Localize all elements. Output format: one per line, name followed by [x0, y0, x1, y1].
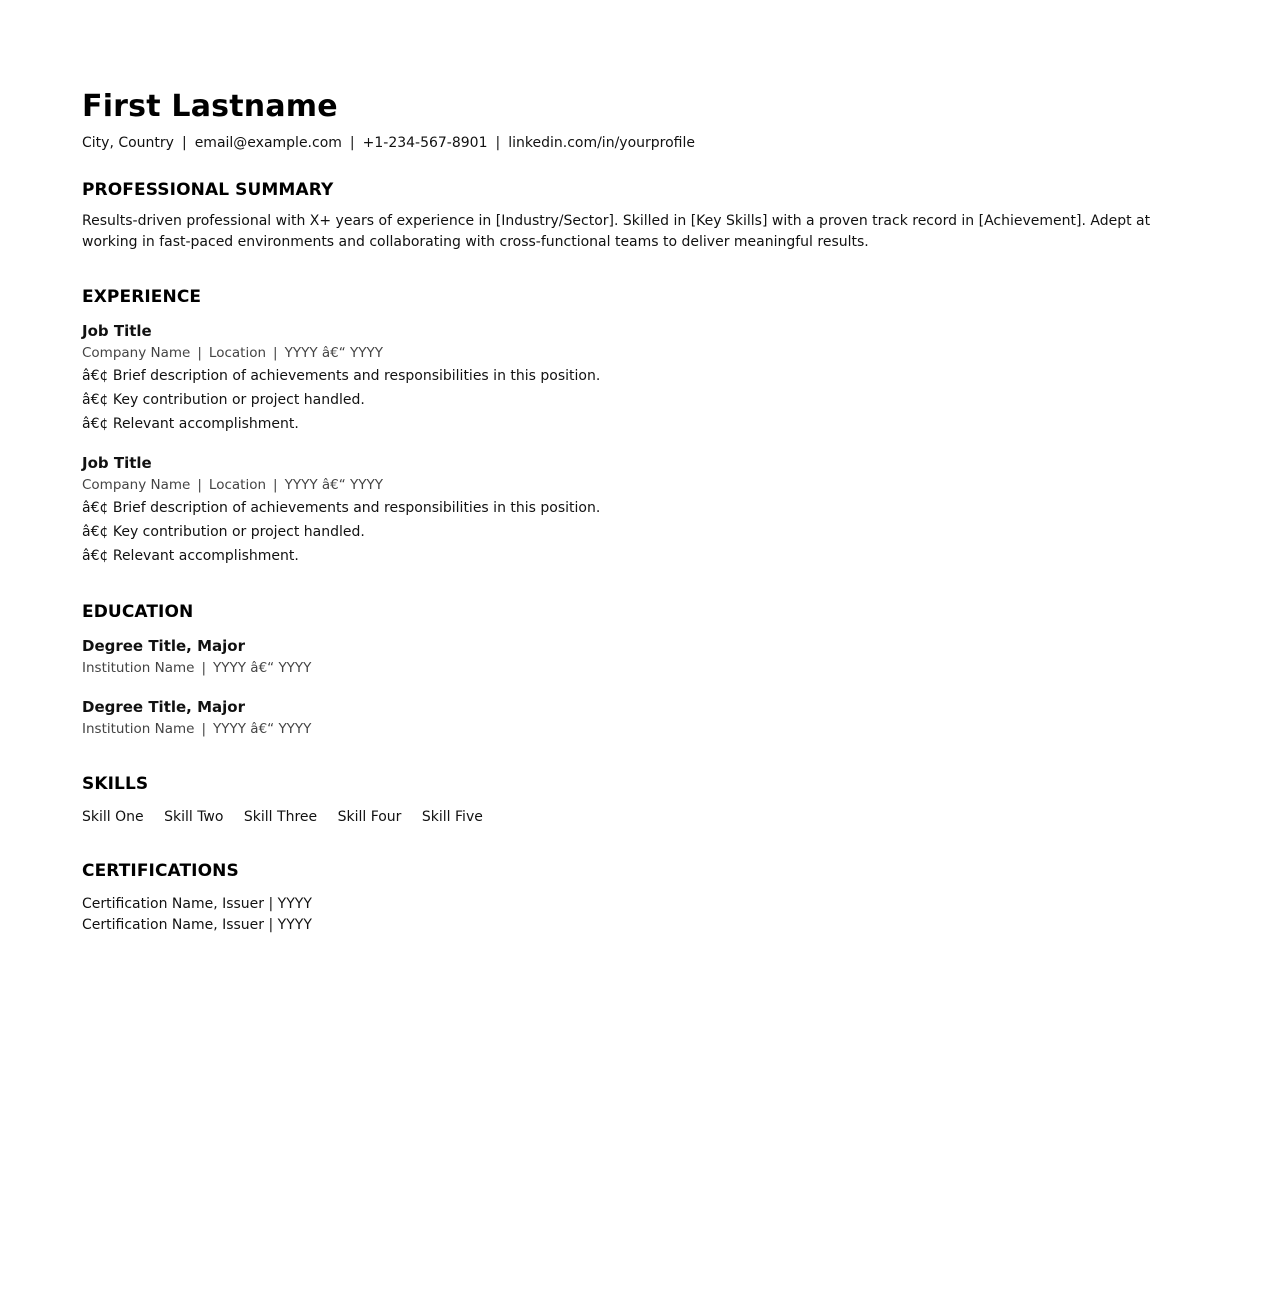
job-meta — [82, 342, 1196, 364]
job-entry — [82, 320, 1196, 436]
job-entry — [82, 452, 1196, 568]
job-bullet: â€¢ Brief description of achievements and responsibilities in this position. — [82, 368, 601, 384]
contact-phone: +1-234-567-8901 — [362, 135, 488, 151]
certification-item: Certification Name, Issuer | YYYY — [82, 896, 312, 912]
candidate-name: First Lastname — [82, 89, 338, 124]
meta-separator: | — [201, 721, 207, 737]
skill-item: Skill One — [82, 809, 144, 825]
job-bullet: â€¢ Relevant accomplishment. — [82, 548, 299, 564]
meta-separator: | — [197, 477, 202, 493]
job-dates: YYYY â€“ YYYY — [284, 345, 383, 361]
contact-separator: | — [181, 135, 187, 151]
skills-list — [82, 807, 1196, 827]
experience-section — [82, 286, 1196, 568]
section-heading-education: EDUCATION — [82, 602, 194, 622]
degree-entry — [82, 696, 1196, 740]
degree-meta — [82, 657, 1196, 679]
section-heading-experience: EXPERIENCE — [82, 287, 202, 307]
job-company: Company Name — [82, 477, 191, 493]
degree-meta — [82, 718, 1196, 740]
degree-institution: Institution Name — [82, 721, 195, 737]
degree-title: Degree Title, Major — [82, 637, 246, 655]
job-company: Company Name — [82, 345, 191, 361]
summary-section — [82, 179, 1196, 253]
skill-item: Skill Four — [337, 809, 402, 825]
skill-item: Skill Two — [164, 809, 224, 825]
job-meta — [82, 474, 1196, 496]
contact-location: City, Country — [82, 135, 174, 151]
job-bullet: â€¢ Key contribution or project handled. — [82, 524, 365, 540]
skills-section — [82, 773, 1196, 827]
job-title: Job Title — [82, 322, 152, 340]
contact-separator: | — [495, 135, 501, 151]
job-title: Job Title — [82, 454, 152, 472]
skill-item: Skill Three — [243, 809, 318, 825]
contact-email[interactable]: email@example.com — [194, 135, 342, 151]
certifications-list — [82, 894, 1196, 936]
job-bullet: â€¢ Brief description of achievements and responsibilities in this position. — [82, 500, 601, 516]
skill-item: Skill Five — [421, 809, 483, 825]
job-location: Location — [208, 345, 267, 361]
contact-linkedin[interactable]: linkedin.com/in/yourprofile — [508, 135, 695, 151]
section-heading-skills: SKILLS — [82, 774, 149, 794]
certification-item: Certification Name, Issuer | YYYY — [82, 917, 312, 933]
degree-entry — [82, 635, 1196, 679]
contact-separator: | — [349, 135, 355, 151]
certifications-section — [82, 860, 1196, 936]
job-bullet: â€¢ Key contribution or project handled. — [82, 392, 365, 408]
degree-institution: Institution Name — [82, 660, 195, 676]
meta-separator: | — [273, 345, 278, 361]
degree-title: Degree Title, Major — [82, 698, 246, 716]
meta-separator: | — [201, 660, 207, 676]
meta-separator: | — [273, 477, 278, 493]
contact-line — [82, 134, 1196, 152]
summary-text: Results-driven professional with X+ years of experience in [Industry/Sector]. Skilled in [Key Skills] with a proven track record in [Achievement]. Adept at working in fast-paced environments and collaborating with cross-functional teams to deliver meaningful results. — [82, 213, 1151, 250]
job-bullet: â€¢ Relevant accomplishment. — [82, 416, 299, 432]
education-section — [82, 601, 1196, 740]
meta-separator: | — [197, 345, 202, 361]
job-dates: YYYY â€“ YYYY — [284, 477, 383, 493]
degree-dates: YYYY â€“ YYYY — [213, 721, 312, 737]
job-location: Location — [208, 477, 267, 493]
section-heading-summary: PROFESSIONAL SUMMARY — [82, 180, 334, 200]
degree-dates: YYYY â€“ YYYY — [213, 660, 312, 676]
section-heading-certifications: CERTIFICATIONS — [82, 861, 239, 881]
